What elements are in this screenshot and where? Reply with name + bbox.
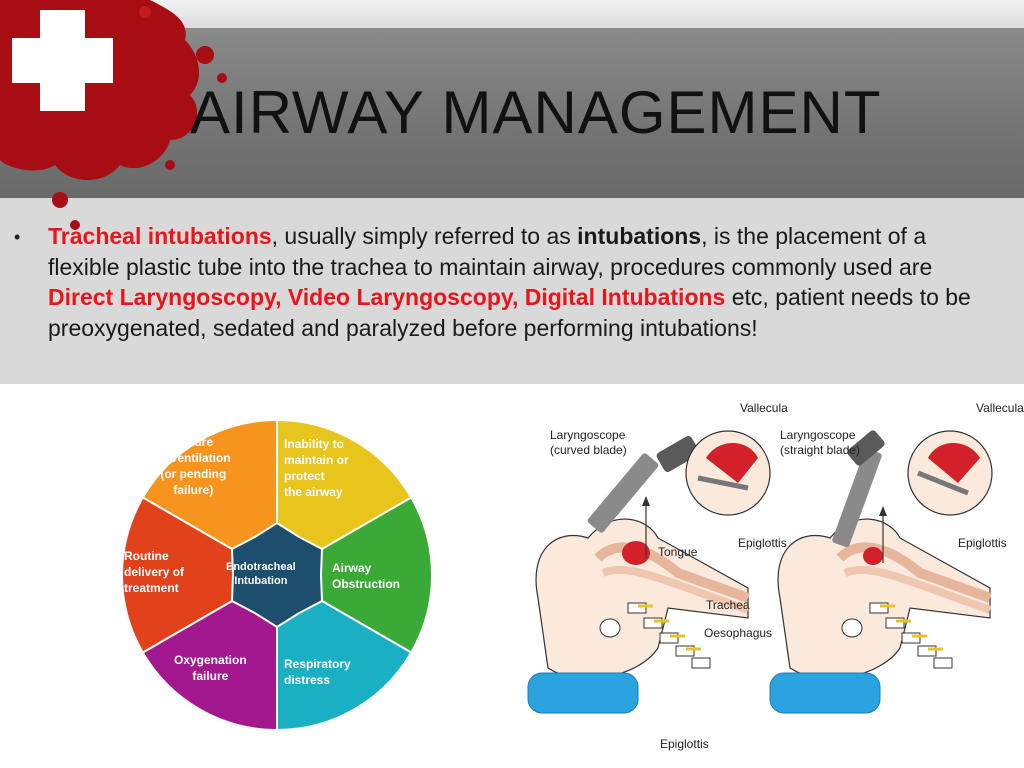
bullet-fragment: etc, patient needs to be preoxygenated, sedated and paralyzed before performing intubations! (48, 284, 971, 341)
slide-title: AIRWAY MANAGEMENT (190, 79, 882, 146)
wheel-center-label: Endotracheal Intubation (226, 561, 296, 587)
term-procedures: Direct Laryngoscopy, Video Laryngoscopy, Digital Intubations (48, 284, 726, 310)
laryngoscopy-diagram (518, 388, 1024, 760)
label-laryngoscope-straight: Laryngoscope (straight blade) (780, 428, 861, 457)
indications-wheel (118, 390, 436, 760)
bullet-fragment: , usually simply referred to as (271, 223, 578, 249)
label-vallecula-right: Vallecula (976, 401, 1024, 415)
segment-label-inability-to-maintain: Inability to maintain or protect the airway (284, 437, 349, 499)
label-epiglottis-right-inset: Epiglottis (958, 536, 1007, 550)
label-vallecula-left: Vallecula (740, 401, 788, 415)
label-tongue: Tongue (658, 545, 698, 559)
label-oesophagus: Oesophagus (704, 626, 773, 640)
segment-label-airway-obstruction: Airway Obstruction (332, 561, 400, 591)
segment-label-respiratory-distress: Respiratory distress (284, 657, 351, 687)
bullet-fragment: , is the placement of a flexible plastic tube into the trachea to maintain airway, procedures commonly used are (48, 223, 933, 280)
segment-label-failure-of-ventilation: Failure of ventilation (or pending failure) (156, 435, 231, 497)
segment-label-oxygenation-failure: Oxygenation failure (174, 653, 247, 683)
label-laryngoscope-curved: Laryngoscope (curved blade) (550, 428, 627, 457)
bullet-text (48, 221, 998, 343)
term-tracheal-intubations: Tracheal intubations (48, 223, 272, 249)
label-epiglottis-left-inset: Epiglottis (738, 536, 787, 550)
term-intubations: intubations (577, 223, 702, 249)
label-trachea: Trachea (706, 598, 750, 612)
label-epiglottis-bottom: Epiglottis (660, 737, 709, 751)
segment-label-routine-delivery: Routine delivery of treatment (124, 549, 185, 595)
bullet-marker: • (14, 227, 21, 247)
